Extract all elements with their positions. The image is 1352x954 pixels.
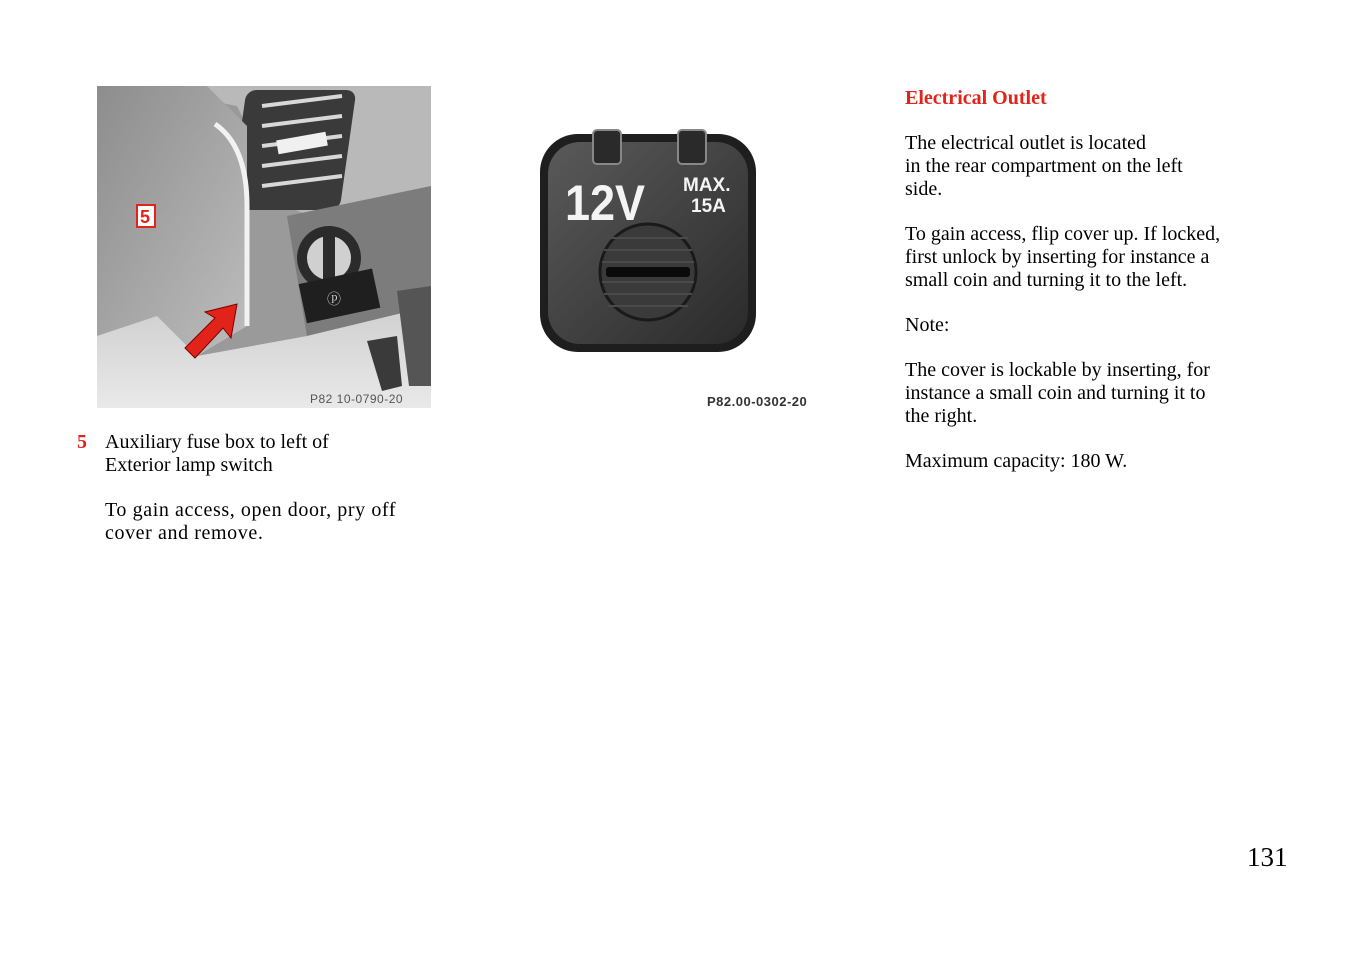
fuse-box-caption <box>105 431 445 477</box>
fuse-box-illustration <box>97 86 431 408</box>
lock-paragraph <box>905 359 1285 428</box>
caption-line: Auxiliary fuse box to left of <box>105 431 329 453</box>
text-line: in the rear compartment on the left <box>905 155 1183 177</box>
electrical-outlet-section <box>905 87 1285 495</box>
note-label: Note: <box>905 314 950 336</box>
text-line: instance a small coin and turning it to <box>905 382 1206 404</box>
instruction-line: cover and remove. <box>105 522 264 544</box>
caption-number: 5 <box>77 431 87 453</box>
page-number: 131 <box>1247 842 1288 872</box>
caption-line: Exterior lamp switch <box>105 454 273 476</box>
callout-5-label: 5 <box>140 207 151 227</box>
figure-code: P82 10-0790-20 <box>310 392 404 406</box>
text-line: To gain access, flip cover up. If locked, <box>905 223 1221 245</box>
outlet-drawing <box>538 128 760 356</box>
text-line: the right. <box>905 405 978 427</box>
location-paragraph <box>905 132 1285 201</box>
text-line: side. <box>905 178 943 200</box>
text-line: first unlock by inserting for instance a <box>905 246 1210 268</box>
voltage-label: 12V <box>565 175 646 232</box>
amp-label: 15A <box>691 196 726 217</box>
instruction-line: To gain access, open door, pry off <box>105 499 397 521</box>
outlet-illustration <box>538 128 760 356</box>
access-instructions <box>105 499 445 545</box>
dashboard-drawing <box>97 86 431 408</box>
section-heading: Electrical Outlet <box>905 87 1047 109</box>
max-label: MAX. <box>683 175 731 196</box>
figure-code: P82.00-0302-20 <box>707 394 808 409</box>
text-line: small coin and turning it to the left. <box>905 269 1188 291</box>
text-line: The electrical outlet is located <box>905 132 1146 154</box>
capacity-paragraph: Maximum capacity: 180 W. <box>905 450 1128 472</box>
svg-text:ⓟ: ⓟ <box>327 292 341 308</box>
access-paragraph <box>905 223 1285 292</box>
text-line: The cover is lockable by inserting, for <box>905 359 1210 381</box>
lock-icon <box>600 224 696 320</box>
